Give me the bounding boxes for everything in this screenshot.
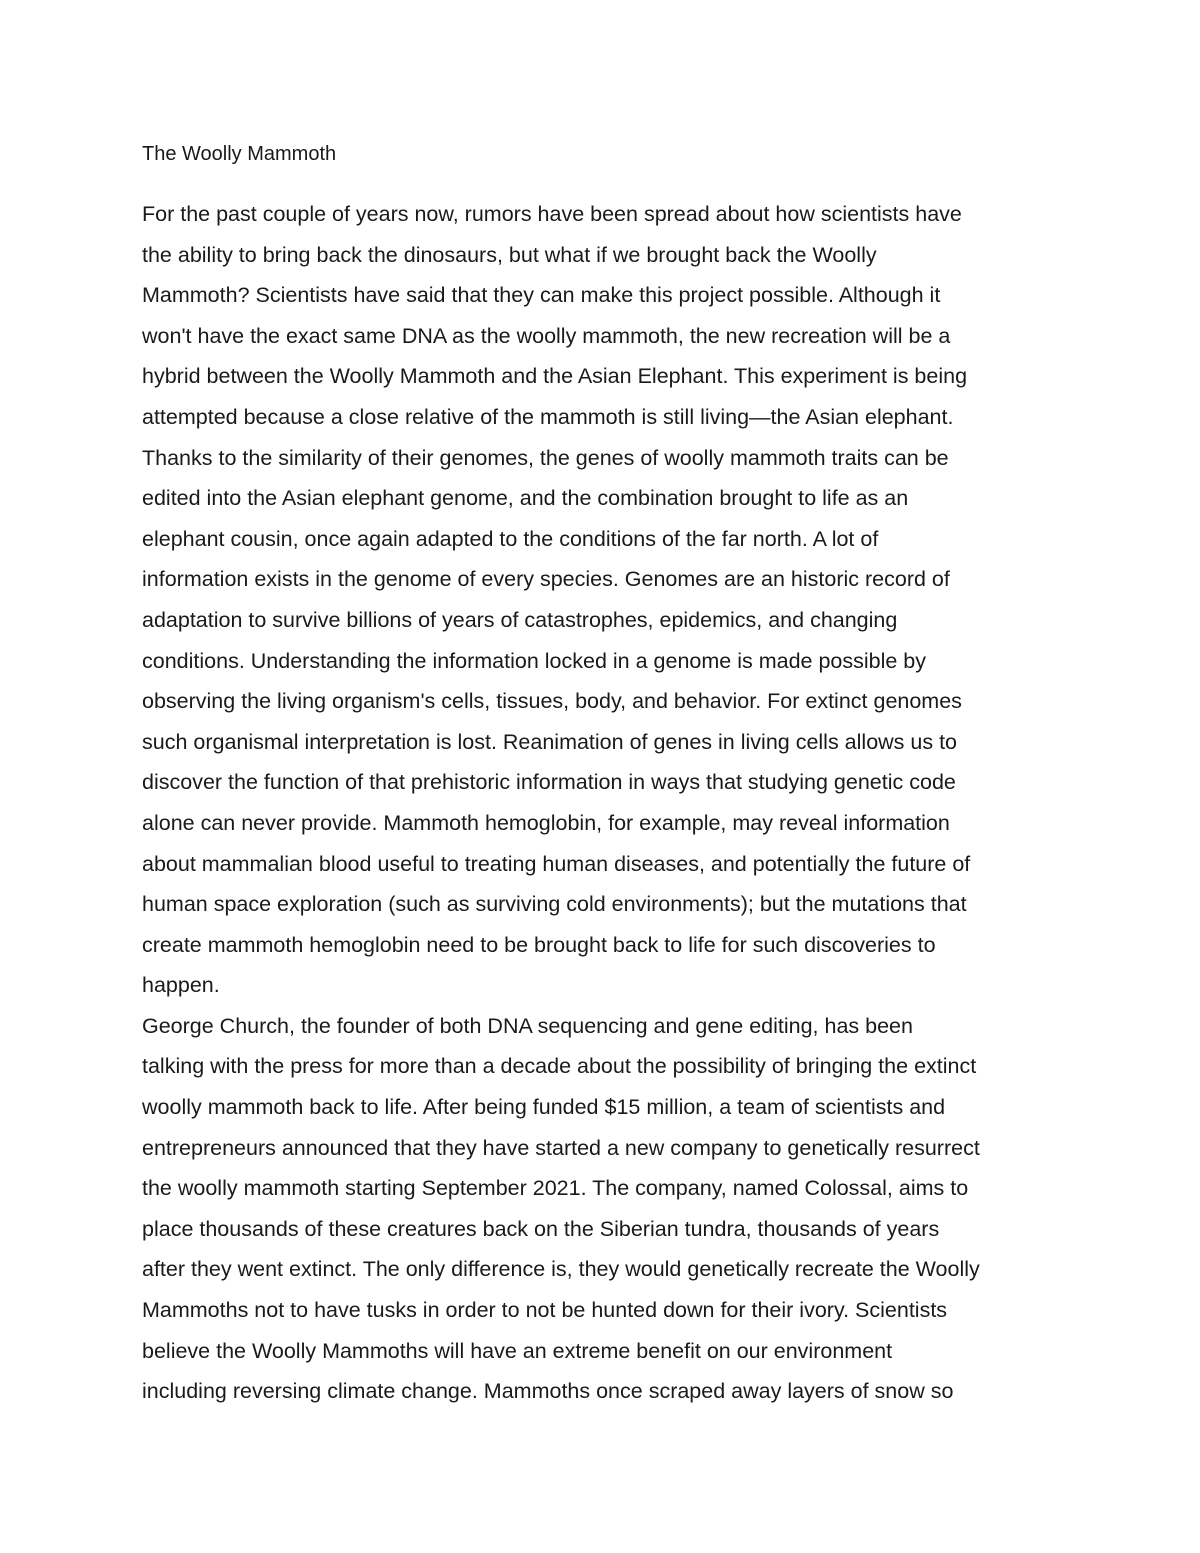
text-line: about mammalian blood useful to treating human diseases, and potentially the future of bbox=[142, 851, 971, 876]
text-line: create mammoth hemoglobin need to be brought back to life for such discoveries to bbox=[142, 932, 936, 957]
text-line: place thousands of these creatures back on the Siberian tundra, thousands of years bbox=[142, 1216, 940, 1241]
text-line: George Church, the founder of both DNA sequencing and gene editing, has been bbox=[142, 1013, 913, 1038]
text-line: Mammoth? Scientists have said that they can make this project possible. Although it bbox=[142, 283, 941, 308]
text-line: talking with the press for more than a decade about the possibility of bringing the extinct bbox=[142, 1054, 977, 1079]
text-line: hybrid between the Woolly Mammoth and the Asian Elephant. This experiment is being bbox=[142, 364, 968, 389]
document-page bbox=[142, 0, 1072, 1553]
document-title: The Woolly Mammoth bbox=[142, 143, 337, 165]
text-line: believe the Woolly Mammoths will have an extreme benefit on our environment bbox=[142, 1338, 893, 1363]
text-line: alone can never provide. Mammoth hemoglobin, for example, may reveal information bbox=[142, 810, 950, 835]
text-line: adaptation to survive billions of years of catastrophes, epidemics, and changing bbox=[142, 607, 898, 632]
document-body bbox=[142, 194, 1072, 1412]
text-line: the ability to bring back the dinosaurs, but what if we brought back the Woolly bbox=[142, 242, 877, 267]
text-line: attempted because a close relative of the mammoth is still living—the Asian elephant. bbox=[142, 404, 954, 429]
text-line: Thanks to the similarity of their genomes, the genes of woolly mammoth traits can be bbox=[142, 445, 949, 470]
text-line: including reversing climate change. Mammoths once scraped away layers of snow so bbox=[142, 1379, 954, 1404]
text-line: Mammoths not to have tusks in order to not be hunted down for their ivory. Scientists bbox=[142, 1298, 948, 1323]
text-line: edited into the Asian elephant genome, and the combination brought to life as an bbox=[142, 486, 909, 511]
text-line: such organismal interpretation is lost. Reanimation of genes in living cells allows us to bbox=[142, 729, 958, 754]
text-line: after they went extinct. The only difference is, they would genetically recreate the Woolly bbox=[142, 1257, 980, 1282]
text-line: elephant cousin, once again adapted to the conditions of the far north. A lot of bbox=[142, 526, 879, 551]
text-line: entrepreneurs announced that they have started a new company to genetically resurrect bbox=[142, 1135, 980, 1160]
text-line: human space exploration (such as surviving cold environments); but the mutations that bbox=[142, 892, 967, 917]
text-line: the woolly mammoth starting September 2021. The company, named Colossal, aims to bbox=[142, 1176, 969, 1201]
text-line: discover the function of that prehistoric information in ways that studying genetic code bbox=[142, 770, 956, 795]
text-line: For the past couple of years now, rumors have been spread about how scientists have bbox=[142, 202, 962, 226]
text-line: conditions. Understanding the information locked in a genome is made possible by bbox=[142, 648, 927, 673]
text-line: observing the living organism's cells, tissues, body, and behavior. For extinct genomes bbox=[142, 689, 962, 714]
text-line: happen. bbox=[142, 973, 220, 998]
text-line: won't have the exact same DNA as the woolly mammoth, the new recreation will be a bbox=[142, 323, 951, 348]
text-line: information exists in the genome of every species. Genomes are an historic record of bbox=[142, 567, 950, 592]
text-line: woolly mammoth back to life. After being funded $15 million, a team of scientists and bbox=[142, 1095, 946, 1120]
